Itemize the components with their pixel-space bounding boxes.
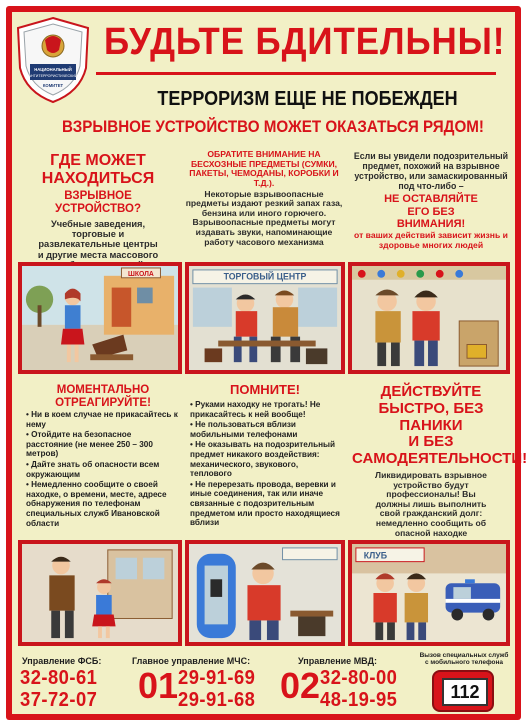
- react-item-3: • Дайте знать об опасности всем окружающим: [26, 459, 160, 479]
- mvd-phone-2: 48-19-95: [320, 689, 398, 711]
- subtitle: ТЕРРОРИЗМ ЕЩЕ НЕ ПОБЕЖДЕН: [157, 88, 458, 110]
- attention-column: [185, 150, 343, 247]
- attention-heading: ОБРАТИТЕ ВНИМАНИЕ НА БЕСХОЗНЫЕ ПРЕДМЕТЫ (СУМКИ, ПАКЕТЫ, ЧЕМОДАНЫ, КОРОБКИ И Т.Д.).: [189, 149, 339, 188]
- emblem-text-line3: КОМИТЕТ: [42, 83, 64, 88]
- remember-heading: ПОМНИТЕ!: [230, 382, 300, 397]
- where-column: [22, 152, 174, 271]
- mall-sign: ТОРГОВЫЙ ЦЕНТР: [223, 271, 307, 282]
- mvd-phone-1: 32-80-00: [320, 667, 398, 689]
- fsb-phone-1: 32-80-61: [20, 667, 98, 689]
- mobile-label: Вызов специальных служб с мобильного телефона: [419, 652, 509, 667]
- illustration-report: [18, 540, 182, 646]
- emblem-text-line1: НАЦИОНАЛЬНЫЙ: [34, 67, 72, 72]
- notice-text: Если вы увидели подозрительный предмет, похожий на взрывное устройство, или замаскированный под что-либо –: [353, 151, 509, 191]
- react-heading-block: [48, 384, 158, 410]
- mobile-phone-icon: [432, 670, 494, 712]
- where-heading-1: ГДЕ МОЖЕТ: [50, 152, 146, 169]
- illustration-school: [18, 262, 182, 374]
- remember-item-1: • Руками находку не трогать! Не прикасайтесь к ней вообще!: [190, 400, 321, 419]
- react-heading: МОМЕНТАЛЬНО ОТРЕАГИРУЙТЕ!: [55, 384, 151, 409]
- warning-line: ВЗРЫВНОЕ УСТРОЙСТВО МОЖЕТ ОКАЗАТЬСЯ РЯДОМ!: [62, 118, 484, 136]
- mchs-phone-1: 29-91-69: [178, 667, 256, 689]
- club-sign: КЛУБ: [363, 550, 388, 561]
- fsb-phone-2: 37-72-07: [20, 689, 98, 711]
- mchs-label: Главное управление МЧС:: [132, 656, 251, 666]
- mchs-code: 01: [138, 665, 179, 706]
- remember-heading-block: [190, 383, 340, 398]
- notice-column: [352, 152, 510, 251]
- remember-item-4: • Не перерезать провода, веревки и иные соединения, так или иначе связанные с подозрительным предметом или просто находящиеся вблизи: [190, 479, 340, 528]
- remember-item-2: • Не пользоваться вблизи мобильными телефонами: [190, 420, 298, 439]
- headline: БУДЬТЕ БДИТЕЛЬНЫ!: [104, 21, 506, 63]
- react-item-1: • Ни в коем случае не прикасайтесь к нему: [26, 410, 178, 429]
- act-heading-3: И БЕЗ: [408, 433, 454, 451]
- where-heading-3: ВЗРЫВНОЕ УСТРОЙСТВО?: [55, 189, 141, 215]
- illustration-mall: [185, 262, 345, 374]
- act-heading-4: САМОДЕЯТЕЛЬНОСТИ!: [352, 450, 527, 468]
- illustration-police: [348, 540, 510, 646]
- illustration-crowd: [348, 262, 510, 374]
- where-text: Учебные заведения, торговые и развлекательные центры и другие места массового: [37, 218, 159, 260]
- antiterror-emblem: [14, 16, 92, 104]
- headline-rule: [96, 72, 496, 75]
- shield-icon: [14, 16, 92, 104]
- mobile-number: 112: [442, 678, 488, 706]
- remember-list: [190, 400, 342, 529]
- react-item-2: • Отойдите на безопасное расстояние (не менее 250 – 300 метров): [26, 430, 153, 459]
- fsb-label: Управление ФСБ:: [22, 656, 102, 666]
- illustration-phone: [185, 540, 345, 646]
- where-heading-2: НАХОДИТЬСЯ: [41, 169, 155, 187]
- notice-note: от ваших действий зависит жизнь и здоровье многих людей: [354, 230, 508, 250]
- remember-item-3: • Не оказывать на подозрительный предмет никакого воздействия: механического, звукового, теплового: [190, 440, 336, 479]
- react-item-4: • Немедленно сообщите о своей находке, о времени, месте, адресе обнаружения по телефонам специальных служб Ивановской области: [26, 480, 167, 528]
- mchs-phone-2: 29-91-68: [178, 689, 256, 711]
- react-list: [26, 410, 178, 529]
- mvd-code: 02: [280, 665, 321, 706]
- act-column: [352, 383, 527, 538]
- school-sign: ШКОЛА: [128, 270, 154, 278]
- act-heading-1: ДЕЙСТВУЙТЕ: [380, 383, 482, 400]
- mvd-label: Управление МВД:: [298, 656, 377, 666]
- attention-text: Некоторые взрывоопасные предметы издают резкий запах газа, бензина или иного горючего. Взрывоопасные предметы могут издавать звуки, напоминающие работу часового механизма: [185, 188, 343, 247]
- act-text: Ликвидировать взрывное устройство будут профессионалы! Вы должны лишь выполнить свой гражданский долг: немедленно сообщить об опасной находке: [375, 469, 487, 538]
- emblem-text-line2: АНТИТЕРРОРИСТИЧЕСКИЙ: [28, 74, 78, 78]
- notice-heading: НЕ ОСТАВЛЯЙТЕ ЕГО БЕЗ ВНИМАНИЯ!: [384, 193, 478, 230]
- act-heading-2: БЫСТРО, БЕЗ ПАНИКИ: [378, 399, 484, 434]
